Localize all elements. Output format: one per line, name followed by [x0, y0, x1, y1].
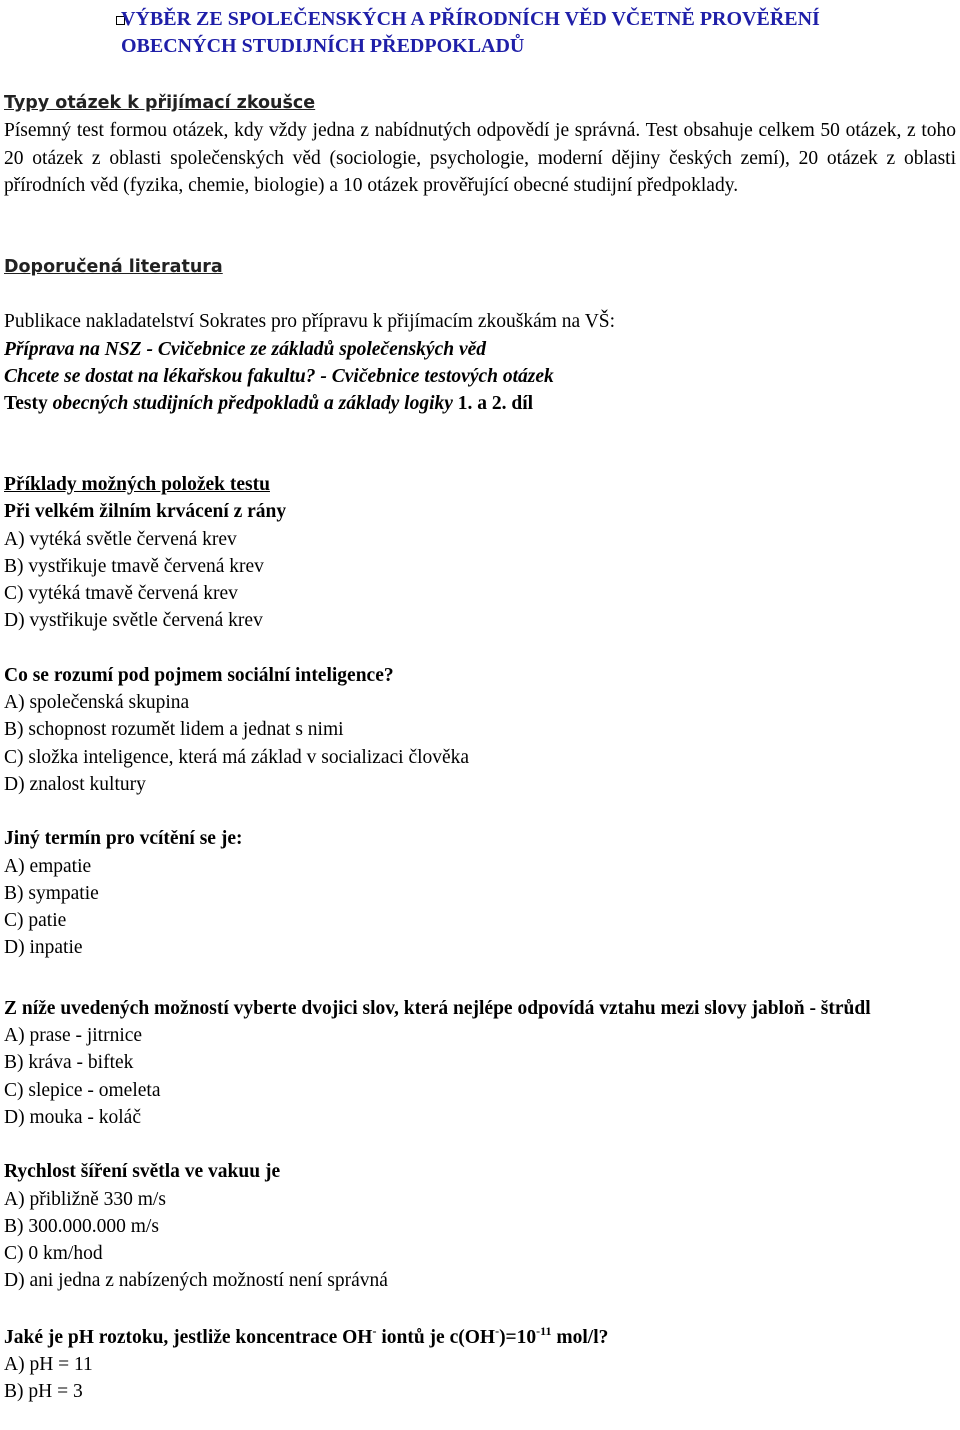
option-2c: C) složka inteligence, která má základ v socializaci člověka: [4, 746, 470, 768]
literature-title: Doporučená literatura: [4, 257, 223, 277]
question-block-2: [4, 662, 956, 798]
question-block-1: [4, 498, 956, 634]
option-2b: B) schopnost rozumět lidem a jednat s nimi: [4, 719, 344, 741]
literature-item-2-rest: - Cvičebnice testových otázek: [315, 365, 554, 387]
heading-text: [121, 6, 960, 60]
option-3b: B) sympatie: [4, 882, 99, 904]
superscript-2: -: [495, 1323, 500, 1338]
question-6-part-c: )=10: [499, 1326, 537, 1348]
literature-item-3-b: obecných studijních předpokladů a základy logiky: [52, 393, 453, 415]
literature-item-2: [4, 363, 956, 390]
question-2: Co se rozumí pod pojmem sociální inteligence?: [4, 664, 394, 686]
examples-section: [4, 471, 956, 1406]
option-1a: A) vytéká světle červená krev: [4, 528, 237, 550]
examples-title: Příklady možných položek testu: [4, 474, 270, 495]
option-5c: C) 0 km/hod: [4, 1243, 103, 1265]
superscript-3: -11: [536, 1323, 552, 1338]
question-block-3: [4, 825, 956, 961]
question-6-part-d: mol/l?: [551, 1326, 609, 1348]
question-6: [4, 1324, 956, 1351]
literature-item-3-a: Testy: [4, 393, 53, 415]
question-6-part-b: iontů je c(OH: [376, 1326, 496, 1348]
option-4c: C) slepice - omeleta: [4, 1079, 161, 1101]
question-3: Jiný termín pro vcítění se je:: [4, 828, 243, 850]
option-3c: C) patie: [4, 910, 67, 932]
superscript-1: -: [372, 1323, 377, 1338]
literature-item-2-italic: Chcete se dostat na lékařskou fakultu?: [4, 365, 316, 387]
heading-line-2: OBECNÝCH STUDIJNÍCH PŘEDPOKLADŮ: [121, 35, 525, 57]
types-section: [4, 90, 956, 199]
option-3a: A) empatie: [4, 855, 92, 877]
option-1c: C) vytéká tmavě červená krev: [4, 583, 238, 605]
question-block-5: [4, 1158, 956, 1294]
literature-intro: Publikace nakladatelství Sokrates pro přípravu k přijímacím zkouškám na VŠ:: [4, 311, 616, 333]
question-block-4: [4, 995, 956, 1131]
heading-line-1: VÝBĚR ZE SPOLEČENSKÝCH A PŘÍRODNÍCH VĚD VČETNĚ PROVĚŘENÍ: [121, 8, 820, 30]
literature-item-1: Příprava na NSZ - Cvičebnice ze základů společenských věd: [4, 338, 487, 360]
option-6a: A) pH = 11: [4, 1354, 93, 1376]
option-4d: D) mouka - koláč: [4, 1106, 141, 1128]
literature-section: [4, 254, 956, 417]
question-6-part-a: Jaké je pH roztoku, jestliže koncentrace OH: [4, 1326, 373, 1348]
option-1b: B) vystřikuje tmavě červená krev: [4, 555, 264, 577]
question-4: Z níže uvedených možností vyberte dvojici slov, která nejlépe odpovídá vztahu mezi slovy jabloň - štrůdl: [4, 997, 871, 1019]
question-block-6: [4, 1324, 956, 1406]
option-2a: A) společenská skupina: [4, 692, 190, 714]
literature-item-3-c: 1. a 2. díl: [452, 393, 534, 415]
option-4b: B) kráva - biftek: [4, 1052, 134, 1074]
option-2d: D) znalost kultury: [4, 773, 146, 795]
literature-item-3: [4, 390, 956, 417]
question-5: Rychlost šíření světla ve vakuu je: [4, 1161, 281, 1183]
option-6b: B) pH = 3: [4, 1381, 83, 1403]
option-4a: A) prase - jitrnice: [4, 1025, 143, 1047]
option-3d: D) inpatie: [4, 937, 83, 959]
option-5a: A) přibližně 330 m/s: [4, 1188, 166, 1210]
types-title: Typy otázek k přijímací zkoušce: [4, 93, 316, 113]
option-5b: B) 300.000.000 m/s: [4, 1215, 159, 1237]
question-1: Při velkém žilním krvácení z rány: [4, 501, 287, 523]
types-paragraph: Písemný test formou otázek, kdy vždy jedna z nabídnutých odpovědí je správná. Test obsahuje celkem 50 otázek, z toho 20 otázek z oblasti společenských věd (sociologie, psychologie, moderní dějiny českých zemí), 20 otázek z oblasti přírodních věd (fyzika, chemie, biologie) a 10 otázek prověřující obecné studijní předpoklady.: [4, 120, 956, 196]
option-5d: D) ani jedna z nabízených možností není správná: [4, 1270, 388, 1292]
option-1d: D) vystřikuje světle červená krev: [4, 610, 263, 632]
